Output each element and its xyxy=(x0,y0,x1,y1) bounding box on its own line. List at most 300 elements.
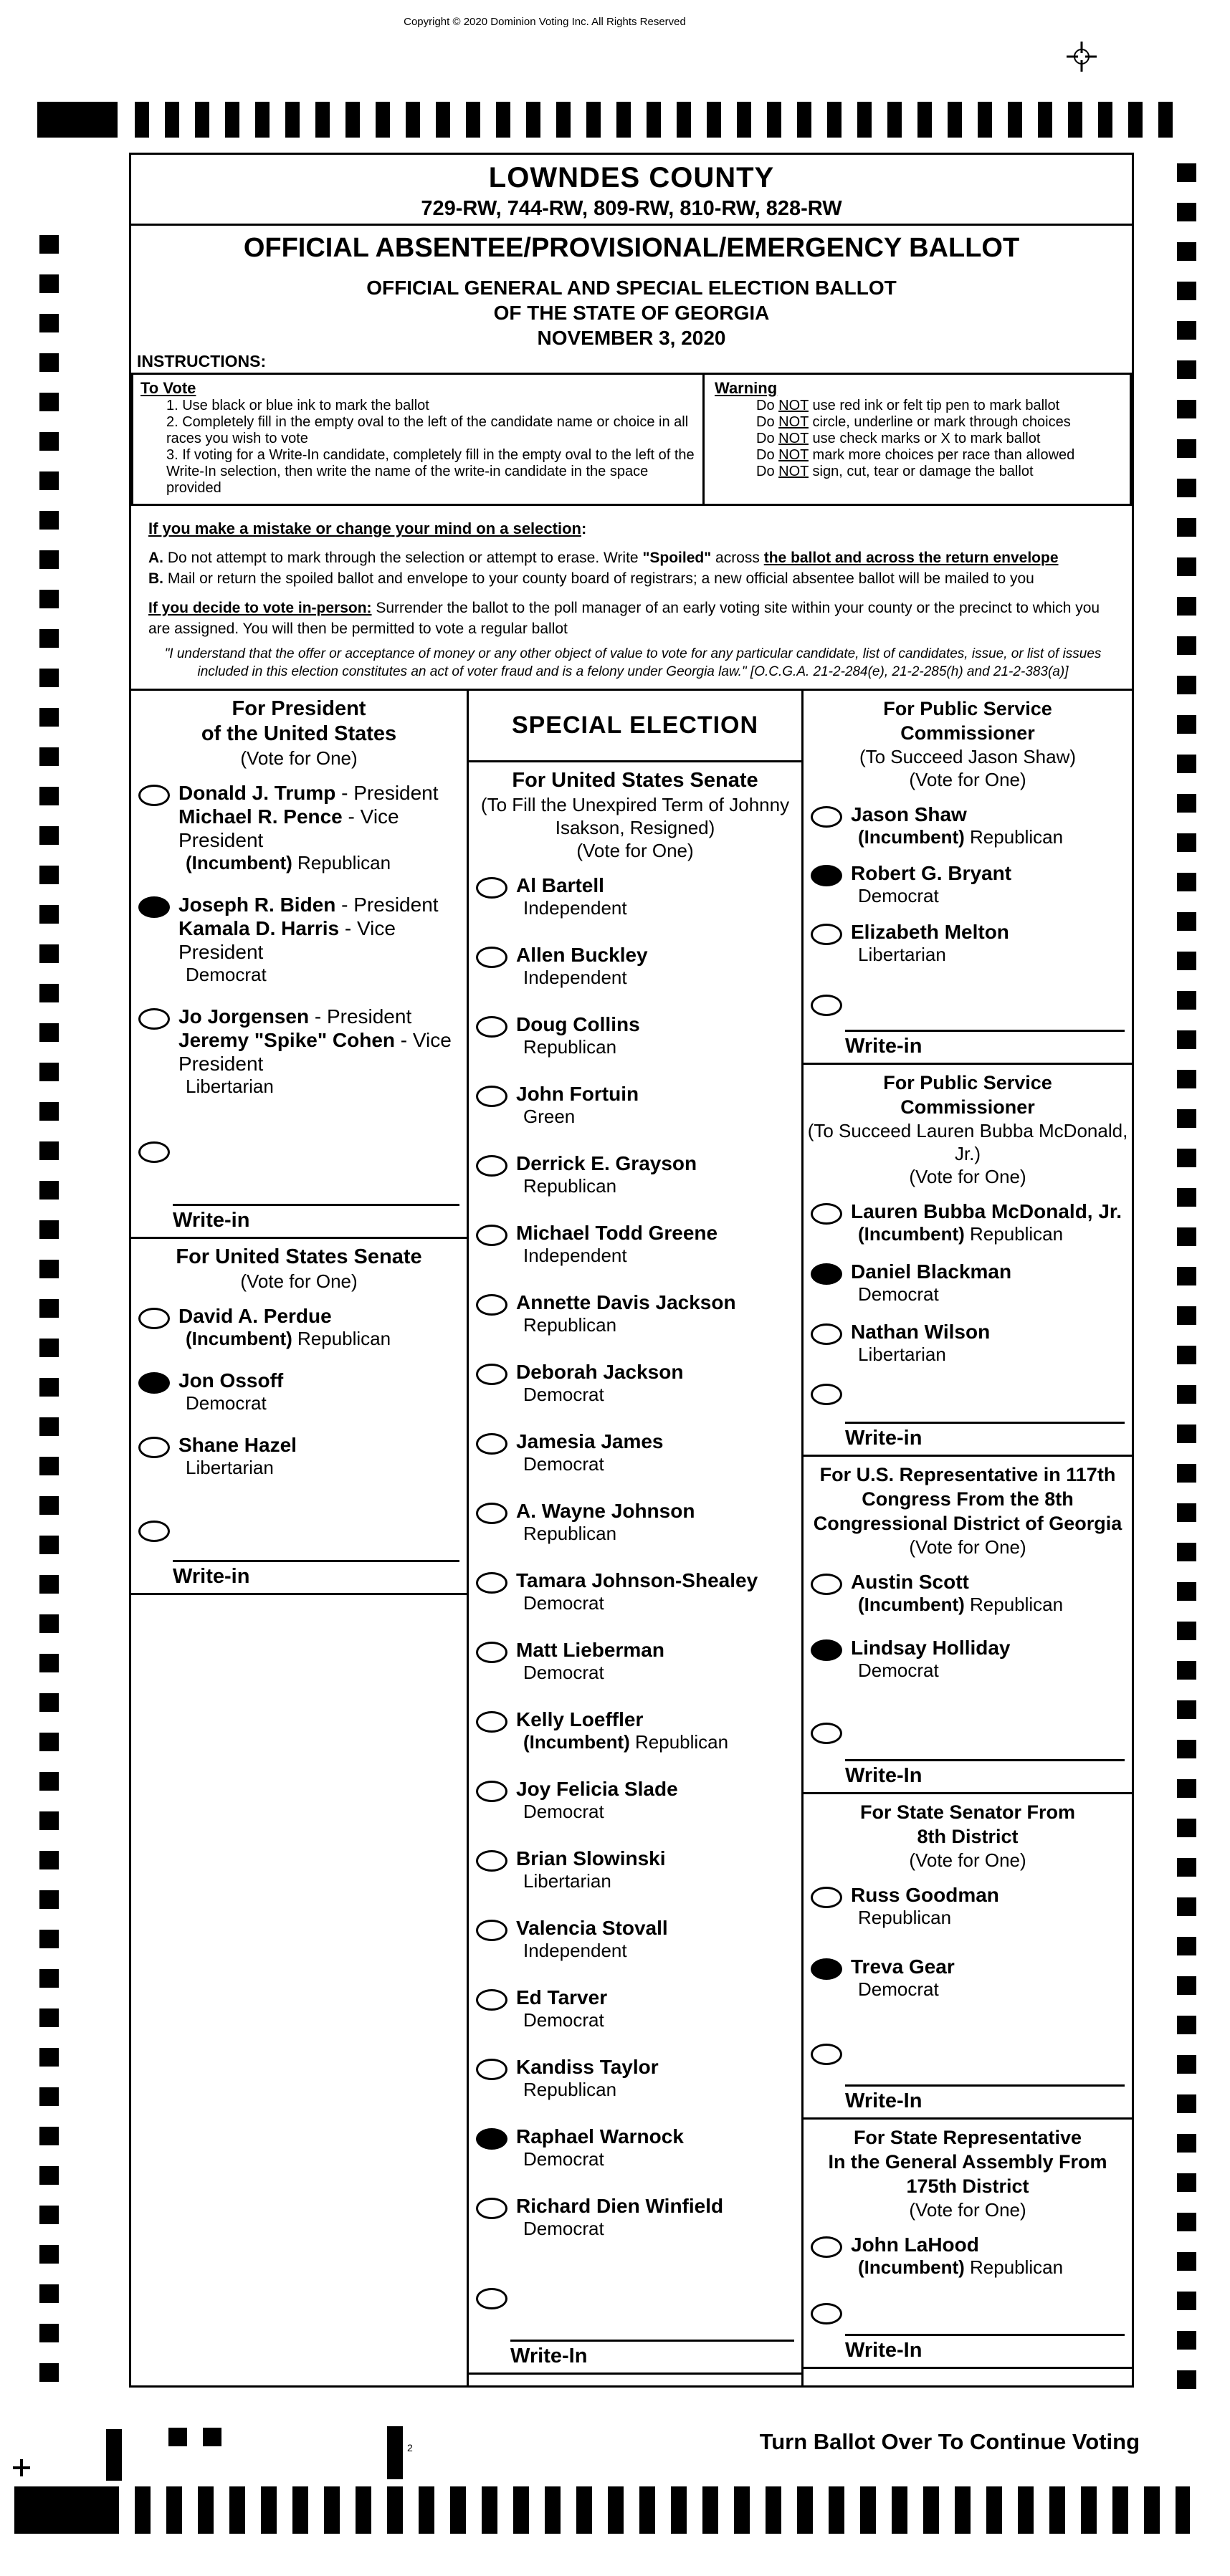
write-in-section xyxy=(804,1374,1132,1455)
candidate-party xyxy=(178,964,464,986)
write-in-section xyxy=(131,1132,467,1237)
candidate-text xyxy=(507,2125,684,2170)
candidate-text xyxy=(507,1847,666,1892)
write-in-oval[interactable] xyxy=(811,2044,842,2065)
ballot-oval[interactable] xyxy=(138,785,170,806)
candidate-row xyxy=(804,1877,1132,1949)
mistake-item-b: B. Mail or return the spoiled ballot and envelope to your county board of registrars; a new official absentee ballot will be mailed to you xyxy=(148,570,1034,587)
candidate-text xyxy=(170,893,464,986)
timing-marks-bottom xyxy=(135,2486,1190,2534)
candidate-text xyxy=(170,1433,297,1479)
warning-box xyxy=(705,373,1132,506)
contest-title xyxy=(804,1065,1132,1194)
candidate-text xyxy=(507,1430,664,1475)
write-in-oval-row xyxy=(804,985,1132,1030)
candidate-name: Lauren Bubba McDonald, Jr. xyxy=(851,1200,1122,1222)
spoiled-ballot-notice xyxy=(131,506,1132,691)
ballot-oval[interactable] xyxy=(476,1225,507,1246)
party-name: Republican xyxy=(858,1907,952,1928)
candidate-text xyxy=(842,920,1009,966)
candidate-text xyxy=(842,2233,1063,2279)
candidate-name: Lindsay Holliday xyxy=(851,1637,1011,1659)
running-mate-name: Michael R. Pence xyxy=(178,805,343,828)
write-in-oval-row xyxy=(804,2034,1132,2084)
precinct-list: 729-RW, 744-RW, 809-RW, 810-RW, 828-RW xyxy=(421,197,842,220)
party-name: Republican xyxy=(297,1328,391,1349)
candidate-name: Matt Lieberman xyxy=(516,1639,664,1661)
contest-title-line: For Public Service xyxy=(883,1072,1052,1093)
candidate-party xyxy=(516,1870,666,1892)
special-election-banner-text: SPECIAL ELECTION xyxy=(511,712,759,739)
incumbent-label: (Incumbent) xyxy=(858,826,965,848)
vote-in-person-notice: If you decide to vote in-person: Surrender the ballot to the poll manager of an early voting site within your county or the precinct to which you are assigned. You will then be permitted to vote a regular ballot xyxy=(148,600,1100,637)
contest-title-line: For State Representative xyxy=(853,2127,1082,2148)
candidate-name: David A. Perdue xyxy=(178,1305,332,1327)
contest-subtitle-line: (Vote for One) xyxy=(909,2199,1026,2221)
candidate-name: Elizabeth Melton xyxy=(851,921,1009,943)
timing-mark-top-block xyxy=(37,102,118,138)
candidate-row xyxy=(131,1363,467,1427)
ballot-oval[interactable] xyxy=(476,2059,507,2080)
ballot-oval[interactable] xyxy=(476,1711,507,1733)
candidate-row xyxy=(469,1771,801,1841)
ballot-oval[interactable] xyxy=(476,1642,507,1663)
candidate-name: Richard Dien Winfield xyxy=(516,2195,724,2217)
candidate-row xyxy=(804,797,1132,856)
candidate-row xyxy=(469,1841,801,1910)
candidate-text xyxy=(507,1916,668,1962)
warning-item: Do NOT use check marks or X to mark ballot xyxy=(756,431,1041,446)
write-in-oval[interactable] xyxy=(476,2288,507,2309)
ballot-oval-filled[interactable] xyxy=(811,1639,842,1661)
candidate-row xyxy=(131,999,467,1111)
contest-title xyxy=(804,2120,1132,2227)
ballot-oval[interactable] xyxy=(476,2198,507,2219)
contest-title-line: 8th District xyxy=(917,1826,1019,1847)
county-header xyxy=(131,155,1132,226)
candidate-row xyxy=(469,1076,801,1146)
candidate-party xyxy=(851,1594,1063,1616)
contest-subtitle-line: (To Fill the Unexpired Term of Johnny xyxy=(480,794,790,815)
candidate-row xyxy=(469,2188,801,2258)
candidate-name: Shane Hazel xyxy=(178,1434,297,1456)
contest-box xyxy=(804,2120,1132,2369)
mistake-heading: If you make a mistake or change your mind on a selection: xyxy=(148,519,587,537)
stub-mark-bar xyxy=(106,2429,122,2481)
ballot-oval[interactable] xyxy=(476,1294,507,1316)
turn-ballot-over-notice: Turn Ballot Over To Continue Voting xyxy=(759,2429,1140,2454)
contest-title-line: For United States Senate xyxy=(512,769,758,792)
ballot-oval-filled[interactable] xyxy=(811,865,842,886)
candidate-party xyxy=(178,852,464,874)
candidate-row xyxy=(469,1285,801,1354)
ballot-oval[interactable] xyxy=(138,1437,170,1458)
candidate-party xyxy=(516,1314,736,1336)
stub-mark-square xyxy=(168,2428,187,2446)
ballot-oval[interactable] xyxy=(811,1887,842,1908)
incumbent-label: (Incumbent) xyxy=(186,1328,292,1349)
candidate-text xyxy=(507,1082,639,1128)
write-in-oval[interactable] xyxy=(811,1384,842,1405)
party-name: Republican xyxy=(970,1223,1064,1245)
party-name: Green xyxy=(523,1106,576,1127)
candidate-row xyxy=(469,868,801,937)
write-in-section xyxy=(804,2034,1132,2117)
party-name: Libertarian xyxy=(858,944,946,965)
mistake-item-a: A. Do not attempt to mark through the selection or attempt to erase. Write "Spoiled" across the ballot and across the return envelope xyxy=(148,550,1059,566)
ballot-oval[interactable] xyxy=(811,1203,842,1225)
ballot-oval[interactable] xyxy=(476,1086,507,1107)
candidate-name: Russ Goodman xyxy=(851,1884,999,1906)
to-vote-item: 3. If voting for a Write-In candidate, completely fill in the empty oval to the left of the Write-In selection, then write the name of the write-in candidate in the space provided xyxy=(166,447,695,496)
write-in-label: Write-in xyxy=(845,1427,922,1450)
candidate-name: Ed Tarver xyxy=(516,1986,608,2008)
contest-title-line: of the United States xyxy=(201,722,397,745)
write-in-oval[interactable] xyxy=(138,1141,170,1163)
write-in-oval-row xyxy=(804,1374,1132,1422)
candidate-text xyxy=(842,861,1011,907)
ballot-oval[interactable] xyxy=(811,924,842,945)
candidate-role: - President xyxy=(335,894,439,916)
party-name: Democrat xyxy=(858,1978,939,2000)
candidate-party xyxy=(516,1523,695,1545)
party-name: Republican xyxy=(970,2256,1064,2278)
party-name: Libertarian xyxy=(186,1076,274,1097)
timing-marks-top xyxy=(135,102,1187,138)
party-name: Democrat xyxy=(858,885,939,906)
to-vote-box xyxy=(131,373,705,506)
candidate-name: Jon Ossoff xyxy=(178,1369,284,1392)
ballot-oval[interactable] xyxy=(476,1503,507,1524)
write-in-section xyxy=(804,2294,1132,2367)
warning-item: Do NOT use red ink or felt tip pen to mark ballot xyxy=(756,398,1060,413)
contest-title xyxy=(804,1457,1132,1564)
candidate-party xyxy=(178,1328,391,1350)
voter-fraud-notice: "I understand that the offer or acceptance of money or any other object of value to vote for any particular candidate, list of candidates, issue, or list of issues included in this election constitutes an act of voter fraud and is a felony under Georgia law." [O.C.G.A. 21-2-284(e), 21-2-285(h) and 21-2-383(a)] xyxy=(164,646,1102,679)
write-in-label: Write-in xyxy=(173,1209,250,1232)
contest-title xyxy=(469,762,801,868)
party-name: Democrat xyxy=(523,1384,604,1405)
candidate-text xyxy=(842,1200,1122,1245)
ballot-oval-filled[interactable] xyxy=(811,1958,842,1980)
contest-box xyxy=(469,762,801,2375)
candidate-party xyxy=(516,1592,758,1614)
timing-marks-right xyxy=(1177,163,1196,2392)
candidate-party xyxy=(516,1036,640,1058)
write-in-label: Write-in xyxy=(845,1035,922,1058)
candidate-row xyxy=(469,1007,801,1076)
ballot-oval[interactable] xyxy=(476,1364,507,1385)
candidate-role: - President xyxy=(309,1005,412,1028)
candidate-row xyxy=(469,2119,801,2188)
candidate-row xyxy=(804,1254,1132,1314)
ballot-oval[interactable] xyxy=(476,947,507,968)
candidate-row xyxy=(804,1194,1132,1254)
candidate-name: Deborah Jackson xyxy=(516,1361,684,1383)
candidate-text xyxy=(507,1221,718,1267)
special-election-banner xyxy=(469,691,801,762)
ballot-oval[interactable] xyxy=(811,806,842,828)
ballot-oval[interactable] xyxy=(811,2236,842,2258)
election-title-line1: OFFICIAL GENERAL AND SPECIAL ELECTION BALLOT xyxy=(366,277,897,299)
ballot-oval[interactable] xyxy=(476,1850,507,1872)
write-in-oval-row xyxy=(469,2279,801,2340)
candidate-text xyxy=(842,1570,1063,1616)
ballot-oval[interactable] xyxy=(138,1308,170,1329)
party-name: Democrat xyxy=(523,2218,604,2239)
candidate-text xyxy=(170,781,464,874)
contest-subtitle-line: (Vote for One) xyxy=(909,1536,1026,1558)
candidate-party xyxy=(851,1907,999,1929)
candidate-party xyxy=(851,1223,1122,1245)
ballot-oval[interactable] xyxy=(476,1920,507,1941)
candidate-party xyxy=(516,1453,664,1475)
candidate-row xyxy=(131,887,467,999)
write-in-label: Write-In xyxy=(845,2339,922,2362)
write-in-oval[interactable] xyxy=(138,1521,170,1542)
candidate-name: Austin Scott xyxy=(851,1571,969,1593)
contest-title xyxy=(131,691,467,775)
candidate-row xyxy=(469,1910,801,1980)
candidate-row xyxy=(804,1314,1132,1374)
party-name: Democrat xyxy=(523,2009,604,2031)
write-in-oval[interactable] xyxy=(811,995,842,1016)
write-in-oval[interactable] xyxy=(811,2303,842,2324)
ballot-oval[interactable] xyxy=(476,877,507,899)
ballot-oval[interactable] xyxy=(811,1323,842,1345)
contest-title-line: For State Senator From xyxy=(859,1801,1076,1823)
candidate-role: - President xyxy=(335,782,439,804)
candidate-text xyxy=(507,1708,728,1753)
contest-subtitle-line: (Vote for One) xyxy=(909,1849,1026,1871)
instructions-row xyxy=(131,373,1132,506)
contest-subtitle-line: (Vote for One) xyxy=(240,747,358,769)
write-in-label: Write-In xyxy=(845,2089,922,2112)
candidate-party xyxy=(516,1940,668,1962)
ballot-oval-filled[interactable] xyxy=(811,1263,842,1285)
candidate-text xyxy=(507,943,648,989)
ballot-oval[interactable] xyxy=(476,1572,507,1594)
candidate-text xyxy=(170,1369,283,1414)
candidate-name: Derrick E. Grayson xyxy=(516,1152,697,1174)
party-name: Libertarian xyxy=(858,1344,946,1365)
candidate-name: Treva Gear xyxy=(851,1955,955,1978)
candidate-row xyxy=(804,914,1132,973)
party-name: Independent xyxy=(523,967,627,988)
warning-item: Do NOT circle, underline or mark through choices xyxy=(756,414,1071,430)
candidate-name: Tamara Johnson-Shealey xyxy=(516,1569,758,1591)
party-name: Republican xyxy=(523,1175,617,1197)
stub-mark-square xyxy=(203,2428,221,2446)
write-in-section xyxy=(131,1511,467,1593)
running-mate-role: - Vice President xyxy=(178,805,399,851)
party-name: Democrat xyxy=(858,1283,939,1305)
candidate-text xyxy=(507,873,627,919)
ballot-oval-filled[interactable] xyxy=(476,2128,507,2150)
contest-box xyxy=(804,1065,1132,1457)
ballot-oval[interactable] xyxy=(476,1989,507,2011)
contest-box xyxy=(804,691,1132,1065)
running-mate-name: Kamala D. Harris xyxy=(178,917,340,939)
candidate-party xyxy=(178,1076,464,1098)
party-name: Libertarian xyxy=(523,1870,611,1892)
write-in-section xyxy=(804,985,1132,1063)
candidate-row xyxy=(469,1354,801,1424)
candidate-name: Kelly Loeffler xyxy=(516,1708,644,1730)
write-in-oval-row xyxy=(804,2294,1132,2334)
candidate-name: Joseph R. Biden xyxy=(178,894,336,916)
candidate-party xyxy=(516,1106,639,1128)
candidate-party xyxy=(851,826,1063,848)
incumbent-label: (Incumbent) xyxy=(523,1731,630,1753)
contest-subtitle-line: (Vote for One) xyxy=(576,840,694,861)
candidate-name: Donald J. Trump xyxy=(178,782,336,804)
candidate-name: Jo Jorgensen xyxy=(178,1005,310,1028)
ballot-column-2 xyxy=(804,691,1132,2385)
contest-title-line: For U.S. Representative in 117th xyxy=(819,1464,1116,1485)
candidate-name: Allen Buckley xyxy=(516,944,648,966)
candidate-name: Jamesia James xyxy=(516,1430,664,1452)
party-name: Republican xyxy=(297,852,391,873)
candidate-row xyxy=(131,1298,467,1363)
ballot-oval[interactable] xyxy=(476,1016,507,1038)
write-in-oval-row xyxy=(131,1132,467,1204)
to-vote-title: To Vote xyxy=(140,379,196,397)
incumbent-label: (Incumbent) xyxy=(186,852,292,873)
party-name: Republican xyxy=(523,1523,617,1544)
incumbent-label: (Incumbent) xyxy=(858,1223,965,1245)
party-name: Republican xyxy=(523,1314,617,1336)
timing-marks-left xyxy=(39,235,59,2390)
candidate-party xyxy=(851,944,1009,966)
copyright-line: Copyright © 2020 Dominion Voting Inc. All Rights Reserved xyxy=(404,16,686,28)
candidate-party xyxy=(851,2256,1063,2279)
party-name: Democrat xyxy=(858,1660,939,1681)
candidate-row xyxy=(469,1215,801,1285)
ballot-oval-filled[interactable] xyxy=(138,896,170,918)
candidate-row xyxy=(469,1632,801,1702)
candidate-row xyxy=(804,1949,1132,2021)
ballot-oval[interactable] xyxy=(138,1008,170,1030)
candidate-name: Al Bartell xyxy=(516,874,604,896)
candidate-text xyxy=(507,1777,678,1823)
party-name: Democrat xyxy=(523,2148,604,2170)
candidate-text xyxy=(842,1260,1011,1306)
write-in-section xyxy=(469,2279,801,2372)
candidate-row xyxy=(469,1980,801,2049)
party-name: Republican xyxy=(970,1594,1064,1615)
candidate-name: Valencia Stovall xyxy=(516,1917,668,1939)
candidate-name: Doug Collins xyxy=(516,1013,640,1035)
contest-subtitle-line: (To Succeed Lauren Bubba McDonald, Jr.) xyxy=(807,1120,1128,1164)
running-mate-role: - Vice President xyxy=(178,1029,452,1075)
candidate-text xyxy=(507,2194,723,2240)
party-name: Independent xyxy=(523,1245,627,1266)
contest-title-line: For Public Service xyxy=(883,698,1052,719)
party-name: Democrat xyxy=(523,1453,604,1475)
ballot-title-block xyxy=(131,226,1132,373)
candidate-party xyxy=(516,1801,678,1823)
candidate-party xyxy=(178,1457,297,1479)
ballot-type-title: OFFICIAL ABSENTEE/PROVISIONAL/EMERGENCY BALLOT xyxy=(243,233,1020,263)
warning-item: Do NOT mark more choices per race than allowed xyxy=(756,447,1075,463)
write-in-section xyxy=(804,1713,1132,1792)
candidate-text xyxy=(170,1005,464,1098)
ballot-oval[interactable] xyxy=(476,1155,507,1177)
write-in-oval[interactable] xyxy=(811,1723,842,1744)
candidate-text xyxy=(842,1636,1011,1682)
candidate-party xyxy=(516,897,627,919)
candidate-row xyxy=(804,856,1132,914)
candidate-text xyxy=(842,1955,955,2001)
write-in-oval-row xyxy=(131,1511,467,1560)
candidate-row xyxy=(131,775,467,887)
candidate-row xyxy=(469,1702,801,1771)
candidate-name: Annette Davis Jackson xyxy=(516,1291,736,1313)
candidate-party xyxy=(516,2079,659,2101)
candidate-party xyxy=(516,1245,718,1267)
candidate-party xyxy=(851,1283,1011,1306)
candidate-text xyxy=(507,1151,697,1197)
contest-subtitle-line: Isakson, Resigned) xyxy=(555,817,715,838)
incumbent-label: (Incumbent) xyxy=(858,1594,965,1615)
contest-subtitle-line: (Vote for One) xyxy=(909,1166,1026,1187)
candidate-text xyxy=(507,1499,695,1545)
election-title-line2: OF THE STATE OF GEORGIA xyxy=(493,302,770,324)
contest-title xyxy=(804,691,1132,797)
candidate-party xyxy=(516,967,648,989)
candidate-name: Jason Shaw xyxy=(851,803,967,825)
to-vote-item: 2. Completely fill in the empty oval to the left of the candidate name or choice in all races you wish to vote xyxy=(166,414,689,446)
incumbent-label: (Incumbent) xyxy=(858,2256,965,2278)
candidate-name: Nathan Wilson xyxy=(851,1321,991,1343)
candidate-row xyxy=(131,1427,467,1492)
candidate-party xyxy=(851,1660,1011,1682)
party-name: Republican xyxy=(970,826,1064,848)
party-name: Democrat xyxy=(523,1662,604,1683)
candidate-text xyxy=(507,2055,659,2101)
contest-subtitle-line: (To Succeed Jason Shaw) xyxy=(859,746,1077,767)
ballot-column-1 xyxy=(467,691,804,2385)
candidate-name: Robert G. Bryant xyxy=(851,862,1012,884)
party-name: Republican xyxy=(635,1731,729,1753)
party-name: Republican xyxy=(523,1036,617,1058)
ballot-oval[interactable] xyxy=(476,1433,507,1455)
candidate-party xyxy=(851,1344,990,1366)
contest-title-line: For President xyxy=(232,697,366,720)
write-in-oval-row xyxy=(804,1713,1132,1759)
party-name: Republican xyxy=(523,2079,617,2100)
candidate-text xyxy=(842,1883,999,1929)
county-name: LOWNDES COUNTY xyxy=(488,162,775,193)
ballot-oval-filled[interactable] xyxy=(138,1372,170,1394)
candidate-text xyxy=(507,1012,640,1058)
candidate-name: Daniel Blackman xyxy=(851,1260,1012,1283)
contest-box xyxy=(804,1794,1132,2120)
candidate-row xyxy=(469,1424,801,1493)
ballot-oval[interactable] xyxy=(811,1574,842,1595)
candidate-row xyxy=(469,1493,801,1563)
candidate-name: Brian Slowinski xyxy=(516,1847,666,1869)
candidate-row xyxy=(804,1630,1132,1696)
ballot-column-0 xyxy=(131,691,467,2385)
registration-crosshair-icon xyxy=(1065,40,1098,73)
ballot-oval[interactable] xyxy=(476,1781,507,1802)
party-name: Democrat xyxy=(186,964,267,985)
contest-title-line: Commissioner xyxy=(900,1096,1035,1118)
contest-title xyxy=(804,1794,1132,1877)
candidate-row xyxy=(469,937,801,1007)
